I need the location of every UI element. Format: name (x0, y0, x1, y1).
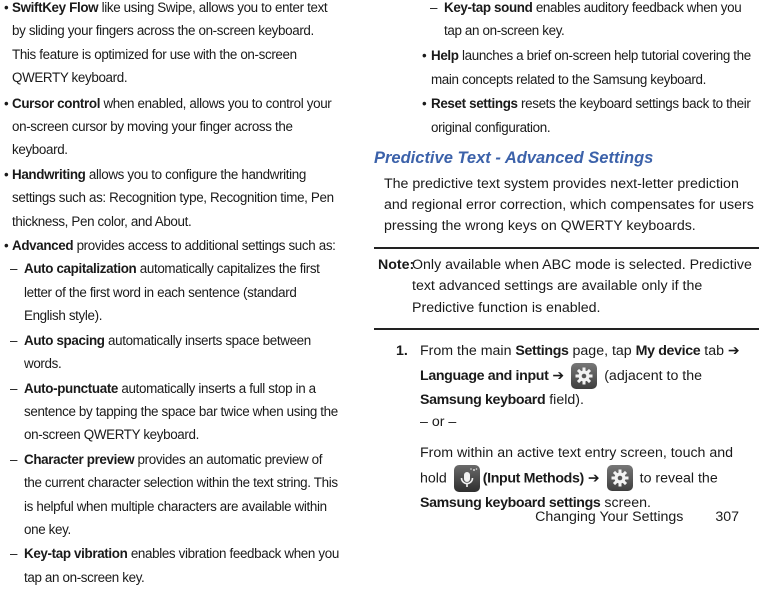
term: Handwriting (12, 166, 86, 182)
description: enables vibration feedback when you tap an on-screen key. (24, 546, 339, 585)
bullet-icon: • (4, 95, 9, 111)
sub-item-auto-spacing (4, 329, 340, 376)
step-text: ➔ (548, 367, 569, 384)
bullet-icon: • (4, 238, 9, 254)
description: enables auditory feedback when you tap an on-screen key. (444, 0, 742, 39)
description: when enabled, allows you to control your on-screen cursor by moving your finger across the keyboard. (12, 95, 332, 158)
sub-item-auto-capitalization (4, 257, 340, 327)
term: SwiftKey Flow (12, 0, 99, 15)
dash-icon: – (10, 261, 18, 277)
description: automatically inserts a full stop in a sentence by tapping the space bar twice when using the on-screen QWERTY keyboard. (24, 380, 338, 443)
samsung-keyboard-label: Samsung keyboard (420, 391, 546, 408)
list-item-reset-settings (374, 92, 759, 140)
step-text: ➔ (583, 469, 604, 486)
description: automatically capitalizes the first letter of the first word in each sentence (standard English style). (24, 261, 320, 324)
gear-icon (571, 363, 597, 389)
term: Auto-punctuate (24, 380, 119, 396)
description: provides an automatic preview of the current character selection within the text string. This is helpful when multiple characters are available within one key. (24, 451, 338, 537)
step-text: to reveal the (635, 469, 718, 486)
list-item-advanced (4, 234, 340, 257)
list-item-swiftkey-flow (4, 0, 340, 90)
section-heading: Predictive Text - Advanced Settings (374, 149, 654, 167)
description: allows you to configure the handwriting settings such as: Recognition type, Recognition time, Pen thickness, Pen color, and About. (12, 166, 334, 229)
term: Key-tap sound (444, 0, 533, 15)
list-item-handwriting (4, 163, 340, 233)
description: resets the keyboard settings back to their original configuration. (431, 96, 751, 136)
intro-paragraph: The predictive text system provides next-letter prediction and regional error correction, which compensates for users pressing the wrong keys on QWERTY keyboards. (384, 176, 754, 234)
note-label: Note: (378, 257, 415, 273)
footer-section-title: Changing Your Settings (535, 509, 684, 525)
step-text: From within an active text entry screen, touch and hold (420, 445, 734, 486)
dash-icon: – (10, 332, 18, 348)
step-text: page, tap (568, 343, 636, 360)
description: launches a brief on-screen help tutorial covering the main concepts related to the Samsung keyboard. (431, 47, 751, 87)
term: Character preview (24, 451, 135, 467)
page-footer (535, 509, 739, 525)
dash-icon: – (430, 0, 438, 15)
or-separator: – or – (420, 414, 457, 431)
language-input-label: Language and input (420, 367, 549, 384)
description: like using Swipe, allows you to enter text by sliding your fingers across the on-screen keyboard. This feature is optimized for use with the on-screen QWERTY keyboard. (12, 0, 328, 86)
sub-item-key-tap-vibration (4, 542, 340, 589)
term: Key-tap vibration (24, 546, 128, 562)
term: Help (431, 47, 459, 63)
list-item-help (374, 44, 759, 92)
dash-icon: – (10, 451, 18, 467)
step-1 (374, 340, 759, 514)
bullet-icon: • (422, 96, 427, 112)
my-device-label: My device (635, 343, 701, 360)
input-methods-label: (Input Methods) (482, 469, 584, 486)
bullet-icon: • (4, 166, 9, 182)
note-text: Only available when ABC mode is selected. Predictive text advanced settings are available only if the Predictive function is enabled. (412, 257, 752, 316)
step-text: (adjacent to the (600, 367, 703, 384)
step-text: From the main (420, 343, 516, 360)
step-text: field). (545, 391, 584, 408)
step-text: screen. (600, 494, 651, 511)
term: Advanced (12, 238, 74, 254)
step-alt (420, 442, 759, 514)
page-number: 307 (715, 509, 739, 525)
samsung-keyboard-settings-label: Samsung keyboard settings (420, 494, 601, 511)
list-item-cursor-control (4, 92, 340, 162)
dash-icon: – (10, 380, 18, 396)
sub-item-character-preview (4, 448, 340, 542)
term: Cursor control (12, 95, 101, 111)
sub-item-key-tap-sound (374, 0, 759, 43)
term: Reset settings (431, 96, 518, 112)
bullet-icon: • (422, 47, 427, 63)
dash-icon: – (10, 546, 18, 562)
step-text: tab ➔ (700, 343, 740, 360)
description: provides access to additional settings such as: (76, 238, 336, 254)
settings-label: Settings (515, 343, 569, 360)
term: Auto spacing (24, 332, 105, 348)
bullet-icon: • (4, 0, 9, 15)
step-number: 1. (396, 343, 408, 360)
right-column (374, 0, 759, 514)
settings-gear-icon (607, 465, 633, 491)
note-box (374, 247, 759, 330)
description: automatically inserts space between words. (24, 332, 311, 372)
term: Auto capitalization (24, 261, 137, 277)
left-column (4, 0, 340, 589)
microphone-icon (454, 465, 480, 492)
sub-item-auto-punctuate (4, 377, 340, 447)
